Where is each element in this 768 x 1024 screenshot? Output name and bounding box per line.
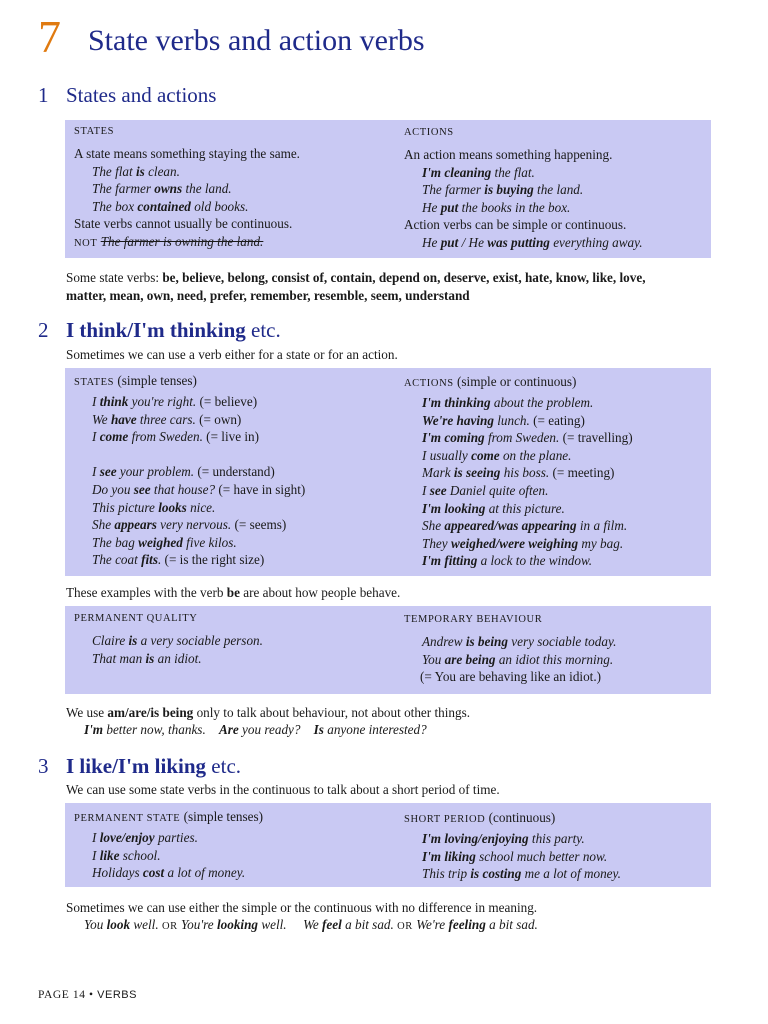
- page-number: PAGE 14: [38, 989, 86, 1001]
- example-line: [404, 517, 633, 535]
- example-line: [74, 829, 245, 847]
- example-text: five kilos.: [182, 534, 237, 550]
- actions-continuous-caption: [404, 373, 576, 393]
- permanent-quality-caption: PERMANENT QUALITY: [74, 613, 198, 624]
- example-text: my bag.: [578, 535, 624, 551]
- am-are-is-being-note: [66, 704, 470, 722]
- states-examples: [74, 393, 305, 569]
- c4-a: We're: [416, 917, 449, 932]
- permanent-state-examples: [74, 829, 245, 882]
- example-text: old books.: [190, 198, 249, 214]
- c2-b: looking: [216, 917, 259, 932]
- example-text: the books in the box.: [458, 199, 571, 215]
- example-verb: owns: [154, 181, 183, 197]
- example-text: an idiot this morning.: [495, 651, 614, 667]
- example-verb: see: [429, 482, 447, 498]
- footer-section: VERBS: [97, 989, 137, 1001]
- example-verb: like: [99, 847, 120, 863]
- section-2-title-main: I think/I'm thinking: [66, 318, 246, 342]
- example-text: me a lot of money.: [521, 866, 621, 882]
- example-meaning: (= live in): [206, 429, 260, 445]
- example-line: [74, 180, 300, 198]
- states-caption-2: STATES: [74, 377, 115, 388]
- example-verb: love/enjoy: [99, 830, 155, 845]
- states-simple-caption: [74, 372, 197, 392]
- example-line: [404, 552, 633, 570]
- example-text: in a film.: [576, 518, 628, 534]
- example-text: I: [92, 429, 100, 445]
- permanent-state-tail: (simple tenses): [180, 809, 264, 824]
- temporary-examples: [404, 633, 616, 668]
- example-text: a lock to the window.: [477, 553, 593, 569]
- example-text: / He: [458, 234, 488, 250]
- example-line: [74, 198, 300, 216]
- be-note-lead: These examples with the verb: [66, 585, 227, 600]
- example-text: The bag: [92, 534, 139, 550]
- section-3-intro: We can use some state verbs in the continuous to talk about a short period of time.: [66, 782, 500, 797]
- page-footer: [38, 989, 137, 1001]
- section-3-number: 3: [38, 754, 49, 778]
- example-text: You: [422, 651, 445, 667]
- note-verbs-line2: matter, mean, own, need, prefer, remember, resemble, seem, understand: [66, 287, 470, 303]
- example-text: The farmer: [92, 181, 155, 197]
- closing-examples: [84, 916, 538, 936]
- example-verb: I'm thinking: [422, 395, 491, 410]
- example-text: Claire: [92, 633, 129, 648]
- example-text: parties.: [154, 830, 198, 845]
- example-text: his boss.: [500, 465, 553, 481]
- example-text: I usually: [422, 447, 472, 463]
- example-text: from Sweden.: [128, 429, 207, 445]
- not-text: The farmer is owning the land.: [100, 234, 264, 249]
- example-line: [74, 463, 305, 481]
- example-text: Do you: [92, 481, 134, 497]
- explanation-line: An action means something happening.: [404, 147, 613, 162]
- example-text: a very sociable person.: [137, 633, 263, 648]
- actions-column: [404, 146, 643, 252]
- states-column: [74, 145, 300, 233]
- example-verb: come: [471, 447, 500, 463]
- example-verb: see: [99, 464, 117, 480]
- ex3-rest: anyone interested?: [323, 722, 427, 737]
- example-line: [404, 633, 616, 651]
- example-line: [74, 534, 305, 552]
- example-verb: is costing: [470, 866, 522, 882]
- example-meaning: (= believe): [199, 394, 258, 409]
- example-verb: see: [133, 481, 151, 497]
- example-verb: We're having: [422, 412, 494, 428]
- example-verb: fits: [141, 552, 158, 568]
- example-meaning: (= have in sight): [218, 481, 306, 497]
- example-verb: weighed: [138, 534, 183, 550]
- section-2-intro: Sometimes we can use a verb either for a state or for an action.: [66, 347, 398, 362]
- example-line: [74, 847, 245, 865]
- example-text: I: [422, 482, 430, 498]
- explanation-line: A state means something staying the same.: [74, 146, 300, 161]
- state-verbs-note: [66, 269, 716, 304]
- example-verb: looks: [158, 499, 187, 515]
- example-text: at this picture.: [485, 500, 565, 516]
- example-meaning: (= seems): [234, 517, 287, 533]
- example-line: [404, 164, 643, 182]
- section-3-title: [66, 756, 241, 777]
- example-meaning: (= understand): [197, 464, 275, 480]
- example-line: [404, 482, 633, 500]
- example-line: [74, 864, 245, 882]
- example-line: [74, 428, 305, 446]
- note-verbs-line1: be, believe, belong, consist of, contain, depend on, deserve, exist, hate, know, like, love,: [162, 270, 646, 285]
- example-verb: cost: [142, 865, 165, 881]
- example-line: [74, 393, 305, 411]
- example-text: He: [422, 234, 441, 250]
- example-text: This picture: [92, 499, 159, 515]
- c3-b: feel: [322, 917, 342, 932]
- example-text: nice.: [186, 499, 216, 515]
- section-1-title: States and actions: [66, 83, 217, 107]
- c2-c: well.: [258, 917, 287, 932]
- example-verb: I'm loving/enjoying: [422, 831, 529, 846]
- explanation-line: Action verbs can be simple or continuous.: [404, 217, 627, 233]
- example-line: [404, 500, 633, 518]
- example-verb: I'm fitting: [422, 553, 478, 569]
- example-text: He: [422, 199, 441, 215]
- example-line: [74, 632, 263, 650]
- example-verb: think: [99, 394, 129, 409]
- closing-note: Sometimes we can use either the simple or the continuous with no difference in meaning.: [66, 900, 538, 915]
- example-text: lunch.: [493, 412, 534, 428]
- example-text: Holidays: [92, 865, 143, 881]
- example-meaning: (= is the right size): [164, 552, 265, 568]
- not-example: [74, 233, 263, 253]
- not-label: NOT: [74, 238, 98, 249]
- permanent-state-label: PERMANENT STATE: [74, 813, 181, 824]
- c1-b: look: [106, 917, 131, 932]
- section-3-title-main: I like/I'm liking: [66, 754, 207, 778]
- example-text: I: [92, 394, 100, 409]
- example-text: everything away.: [549, 234, 643, 250]
- example-text: .: [157, 552, 165, 568]
- example-line: [404, 464, 633, 482]
- example-line: [404, 651, 616, 669]
- example-line: [404, 412, 633, 430]
- example-line: [74, 516, 305, 534]
- states-caption: STATES: [74, 126, 115, 137]
- short-period-examples: [404, 830, 621, 883]
- c3-c: a bit sad.: [341, 917, 394, 932]
- example-line: [404, 447, 633, 465]
- be-note: [66, 584, 400, 602]
- example-text: very nervous.: [156, 517, 235, 533]
- temporary-note: (= You are behaving like an idiot.): [420, 669, 602, 684]
- bullet-icon: •: [89, 989, 94, 1001]
- example-line: [404, 865, 621, 883]
- ex2-rest: you ready?: [238, 722, 301, 737]
- example-verb: contained: [137, 198, 191, 214]
- example-text: She: [92, 517, 115, 533]
- states-caption-tail: (simple tenses): [114, 373, 197, 388]
- example-text: this party.: [528, 831, 585, 846]
- use-tail: only to talk about behaviour, not about other things.: [193, 705, 470, 720]
- example-text: Daniel quite often.: [446, 482, 549, 498]
- example-verb: I'm cleaning: [422, 164, 492, 180]
- example-meaning: (= travelling): [562, 430, 633, 446]
- example-text: three cars.: [136, 411, 200, 427]
- example-text: clean.: [144, 163, 180, 179]
- example-verb: is: [128, 633, 138, 648]
- example-verb: have: [110, 411, 137, 427]
- example-verb: weighed/were weighing: [450, 535, 579, 551]
- example-line: [404, 394, 633, 412]
- be-note-tail: are about how people behave.: [239, 585, 401, 600]
- example-text: from Sweden.: [484, 430, 563, 446]
- c1-a: You: [84, 917, 107, 932]
- c4-c: a bit sad.: [485, 917, 538, 932]
- section-2-title: [66, 320, 281, 341]
- ex3-verb: Is: [313, 722, 324, 737]
- example-line: [404, 234, 643, 252]
- section-1-number: 1: [38, 83, 49, 107]
- example-line: [74, 481, 305, 499]
- unit-number: 7: [38, 11, 61, 62]
- example-text: I: [92, 830, 100, 845]
- example-verb: put: [440, 199, 459, 215]
- example-verb: is: [135, 163, 145, 179]
- example-verb: is buying: [484, 182, 534, 198]
- example-text: I: [92, 464, 100, 480]
- example-line: [74, 650, 263, 668]
- example-line: [74, 411, 305, 429]
- example-text: The farmer: [422, 182, 485, 198]
- example-verb: is: [145, 650, 155, 666]
- short-period-caption: [404, 809, 555, 829]
- short-period-label: SHORT PERIOD: [404, 814, 486, 825]
- example-text: The flat: [92, 163, 136, 179]
- actions-caption-tail: (simple or continuous): [453, 374, 577, 389]
- example-line: [74, 163, 300, 181]
- example-verb: I'm looking: [422, 500, 486, 516]
- use-verb: am/are/is being: [107, 705, 194, 720]
- permanent-state-caption: [74, 808, 263, 828]
- example-verb: appears: [114, 517, 157, 533]
- or-label-1: OR: [161, 921, 178, 932]
- example-text: the land.: [182, 181, 232, 197]
- example-line: [404, 199, 643, 217]
- example-text: your problem.: [116, 464, 198, 480]
- c2-a: You're: [181, 917, 217, 932]
- example-text: This trip: [422, 866, 471, 882]
- example-text: school.: [119, 847, 161, 863]
- example-text: the land.: [533, 182, 584, 198]
- example-line: [74, 551, 305, 569]
- note-lead: Some state verbs:: [66, 270, 163, 285]
- use-lead: We use: [66, 705, 108, 720]
- example-verb: are being: [444, 651, 496, 667]
- or-label-2: OR: [397, 921, 413, 932]
- example-text: about the problem.: [490, 395, 594, 410]
- permanent-examples: [74, 632, 263, 667]
- short-period-tail: (continuous): [485, 810, 556, 825]
- example-line: [404, 181, 643, 199]
- example-text: you're right.: [128, 394, 200, 409]
- example-verb: come: [99, 429, 129, 445]
- actions-caption-2: ACTIONS: [404, 378, 454, 389]
- section-2-number: 2: [38, 318, 49, 342]
- section-2-title-tail: etc.: [245, 318, 281, 342]
- ex1-verb: I'm: [84, 722, 104, 737]
- example-text: The coat: [92, 552, 142, 568]
- example-text: They: [422, 535, 451, 551]
- example-line: [74, 499, 305, 517]
- example-text: very sociable today.: [507, 634, 617, 649]
- example-verb: I'm liking: [422, 848, 476, 864]
- example-text: the flat.: [491, 164, 535, 180]
- actions-caption: ACTIONS: [404, 127, 454, 138]
- example-line: [404, 535, 633, 553]
- being-examples: [84, 721, 427, 739]
- example-meaning: (= eating): [533, 412, 585, 428]
- example-text: We: [92, 411, 111, 427]
- c1-c: well.: [130, 917, 159, 932]
- example-text: that house?: [150, 481, 219, 497]
- section-3-title-tail: etc.: [206, 754, 242, 778]
- example-meaning: (= own): [199, 411, 242, 427]
- example-verb: was putting: [487, 234, 550, 250]
- example-verb: put: [440, 234, 459, 250]
- example-text: on the plane.: [499, 447, 572, 463]
- example-text: The box: [92, 198, 138, 214]
- ex1-rest: better now, thanks.: [103, 722, 206, 737]
- temporary-behaviour-caption: TEMPORARY BEHAVIOUR: [404, 614, 543, 625]
- example-line: [404, 429, 633, 447]
- example-line: [404, 848, 621, 866]
- actions-examples: [404, 394, 633, 570]
- be-note-verb: be: [226, 585, 240, 600]
- example-verb: is being: [465, 634, 508, 649]
- example-verb: appeared/was appearing: [444, 518, 577, 534]
- example-text: Andrew: [422, 634, 466, 649]
- example-text: school much better now.: [475, 848, 608, 864]
- explanation-line: State verbs cannot usually be continuous.: [74, 216, 293, 232]
- ex2-verb: Are: [218, 722, 239, 737]
- c3-a: We: [303, 917, 323, 932]
- example-verb: I'm coming: [422, 430, 485, 446]
- example-verb: is seeing: [453, 465, 501, 481]
- example-text: That man: [92, 650, 146, 666]
- example-line: [74, 446, 305, 464]
- example-text: Mark: [422, 465, 454, 481]
- example-text: She: [422, 518, 445, 534]
- example-meaning: (= meeting): [552, 465, 615, 481]
- example-text: a lot of money.: [164, 865, 246, 881]
- c4-b: feeling: [448, 917, 486, 932]
- example-text: I: [92, 847, 100, 863]
- example-text: an idiot.: [154, 650, 202, 666]
- example-line: [404, 830, 621, 848]
- unit-title: State verbs and action verbs: [88, 24, 425, 57]
